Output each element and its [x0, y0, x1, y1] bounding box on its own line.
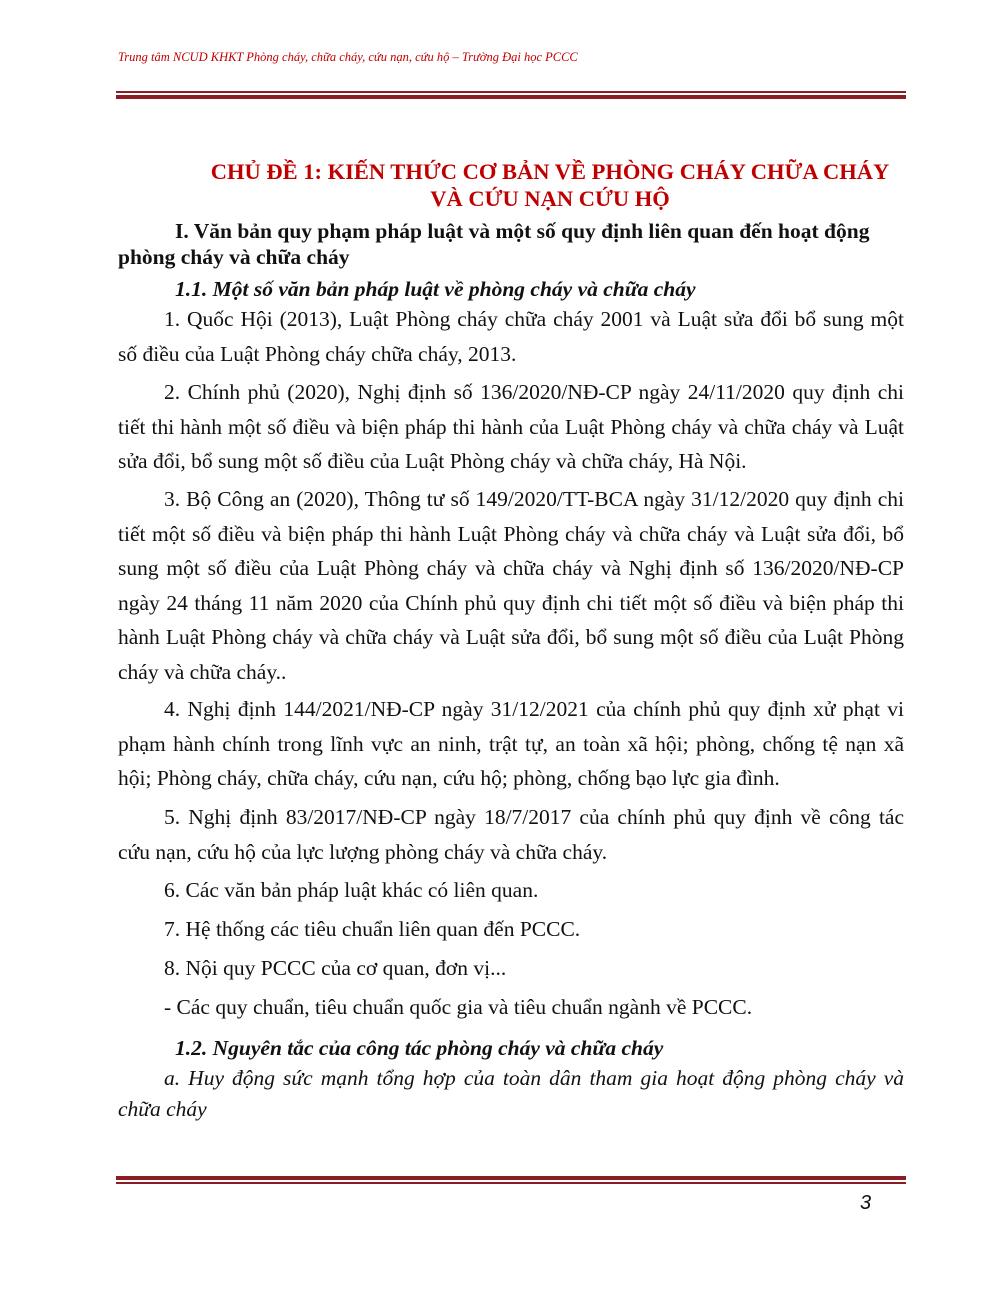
footer-rule: [116, 1176, 906, 1184]
subsection-heading-1-2: 1.2. Nguyên tắc của công tác phòng cháy và chữa cháy: [175, 1036, 664, 1060]
section-heading: I. Văn bản quy phạm pháp luật và một số quy định liên quan đến hoạt động phòng cháy và chữa cháy: [118, 219, 870, 269]
subsection-heading-1-1: 1.1. Một số văn bản pháp luật về phòng cháy và chữa cháy: [175, 277, 696, 301]
list-item: 8. Nội quy PCCC của cơ quan, đơn vị...: [164, 956, 507, 980]
page-number: 3: [860, 1192, 872, 1214]
list-item: 1. Quốc Hội (2013), Luật Phòng cháy chữa cháy 2001 và Luật sửa đổi bổ sung một số điều của Luật Phòng cháy chữa cháy, 2013.: [118, 307, 904, 366]
chapter-title-line2: VÀ CỨU NẠN CỨU HỘ: [430, 186, 670, 211]
list-item: 5. Nghị định 83/2017/NĐ-CP ngày 18/7/2017 của chính phủ quy định về công tác cứu nạn, cứu hộ của lực lượng phòng cháy và chữa cháy.: [118, 805, 904, 864]
list-item: 2. Chính phủ (2020), Nghị định số 136/2020/NĐ-CP ngày 24/11/2020 quy định chi tiết thi hành một số điều và biện pháp thi hành của Luật Phòng cháy và chữa cháy và Luật sửa đổi, bổ sung một số điều của Luật Phòng cháy và chữa cháy, Hà Nội.: [118, 380, 904, 473]
header-rule: [116, 91, 906, 99]
list-item: 6. Các văn bản pháp luật khác có liên quan.: [164, 878, 539, 902]
list-item: a. Huy động sức mạnh tổng hợp của toàn dân tham gia hoạt động phòng cháy và chữa cháy: [118, 1066, 904, 1121]
chapter-title: [116, 158, 984, 212]
list-item: - Các quy chuẩn, tiêu chuẩn quốc gia và tiêu chuẩn ngành về PCCC.: [164, 995, 753, 1019]
list-item: 3. Bộ Công an (2020), Thông tư số 149/2020/TT-BCA ngày 31/12/2020 quy định chi tiết một số điều và biện pháp thi hành Luật Phòng cháy và chữa cháy và Luật sửa đổi, bổ sung một số điều của Luật Phòng cháy và chữa cháy và Nghị định số 136/2020/NĐ-CP ngày 24 tháng 11 năm 2020 của Chính phủ quy định chi tiết một số điều và biện pháp thi hành Luật Phòng cháy và chữa cháy và Luật sửa đổi, bổ sung một số điều của Luật Phòng cháy và chữa cháy..: [118, 487, 904, 684]
list-item: 4. Nghị định 144/2021/NĐ-CP ngày 31/12/2021 của chính phủ quy định xử phạt vi phạm hành chính trong lĩnh vực an ninh, trật tự, an toàn xã hội; phòng, chống tệ nạn xã hội; Phòng cháy, chữa cháy, cứu nạn, cứu hộ; phòng, chống bạo lực gia đình.: [118, 697, 904, 790]
running-header: Trung tâm NCUD KHKT Phòng cháy, chữa cháy, cứu nạn, cứu hộ – Trường Đại học PCCC: [118, 50, 578, 64]
chapter-title-line1: CHỦ ĐỀ 1: KIẾN THỨC CƠ BẢN VỀ PHÒNG CHÁY CHỮA CHÁY: [210, 159, 890, 184]
list-item: 7. Hệ thống các tiêu chuẩn liên quan đến PCCC.: [164, 917, 581, 941]
